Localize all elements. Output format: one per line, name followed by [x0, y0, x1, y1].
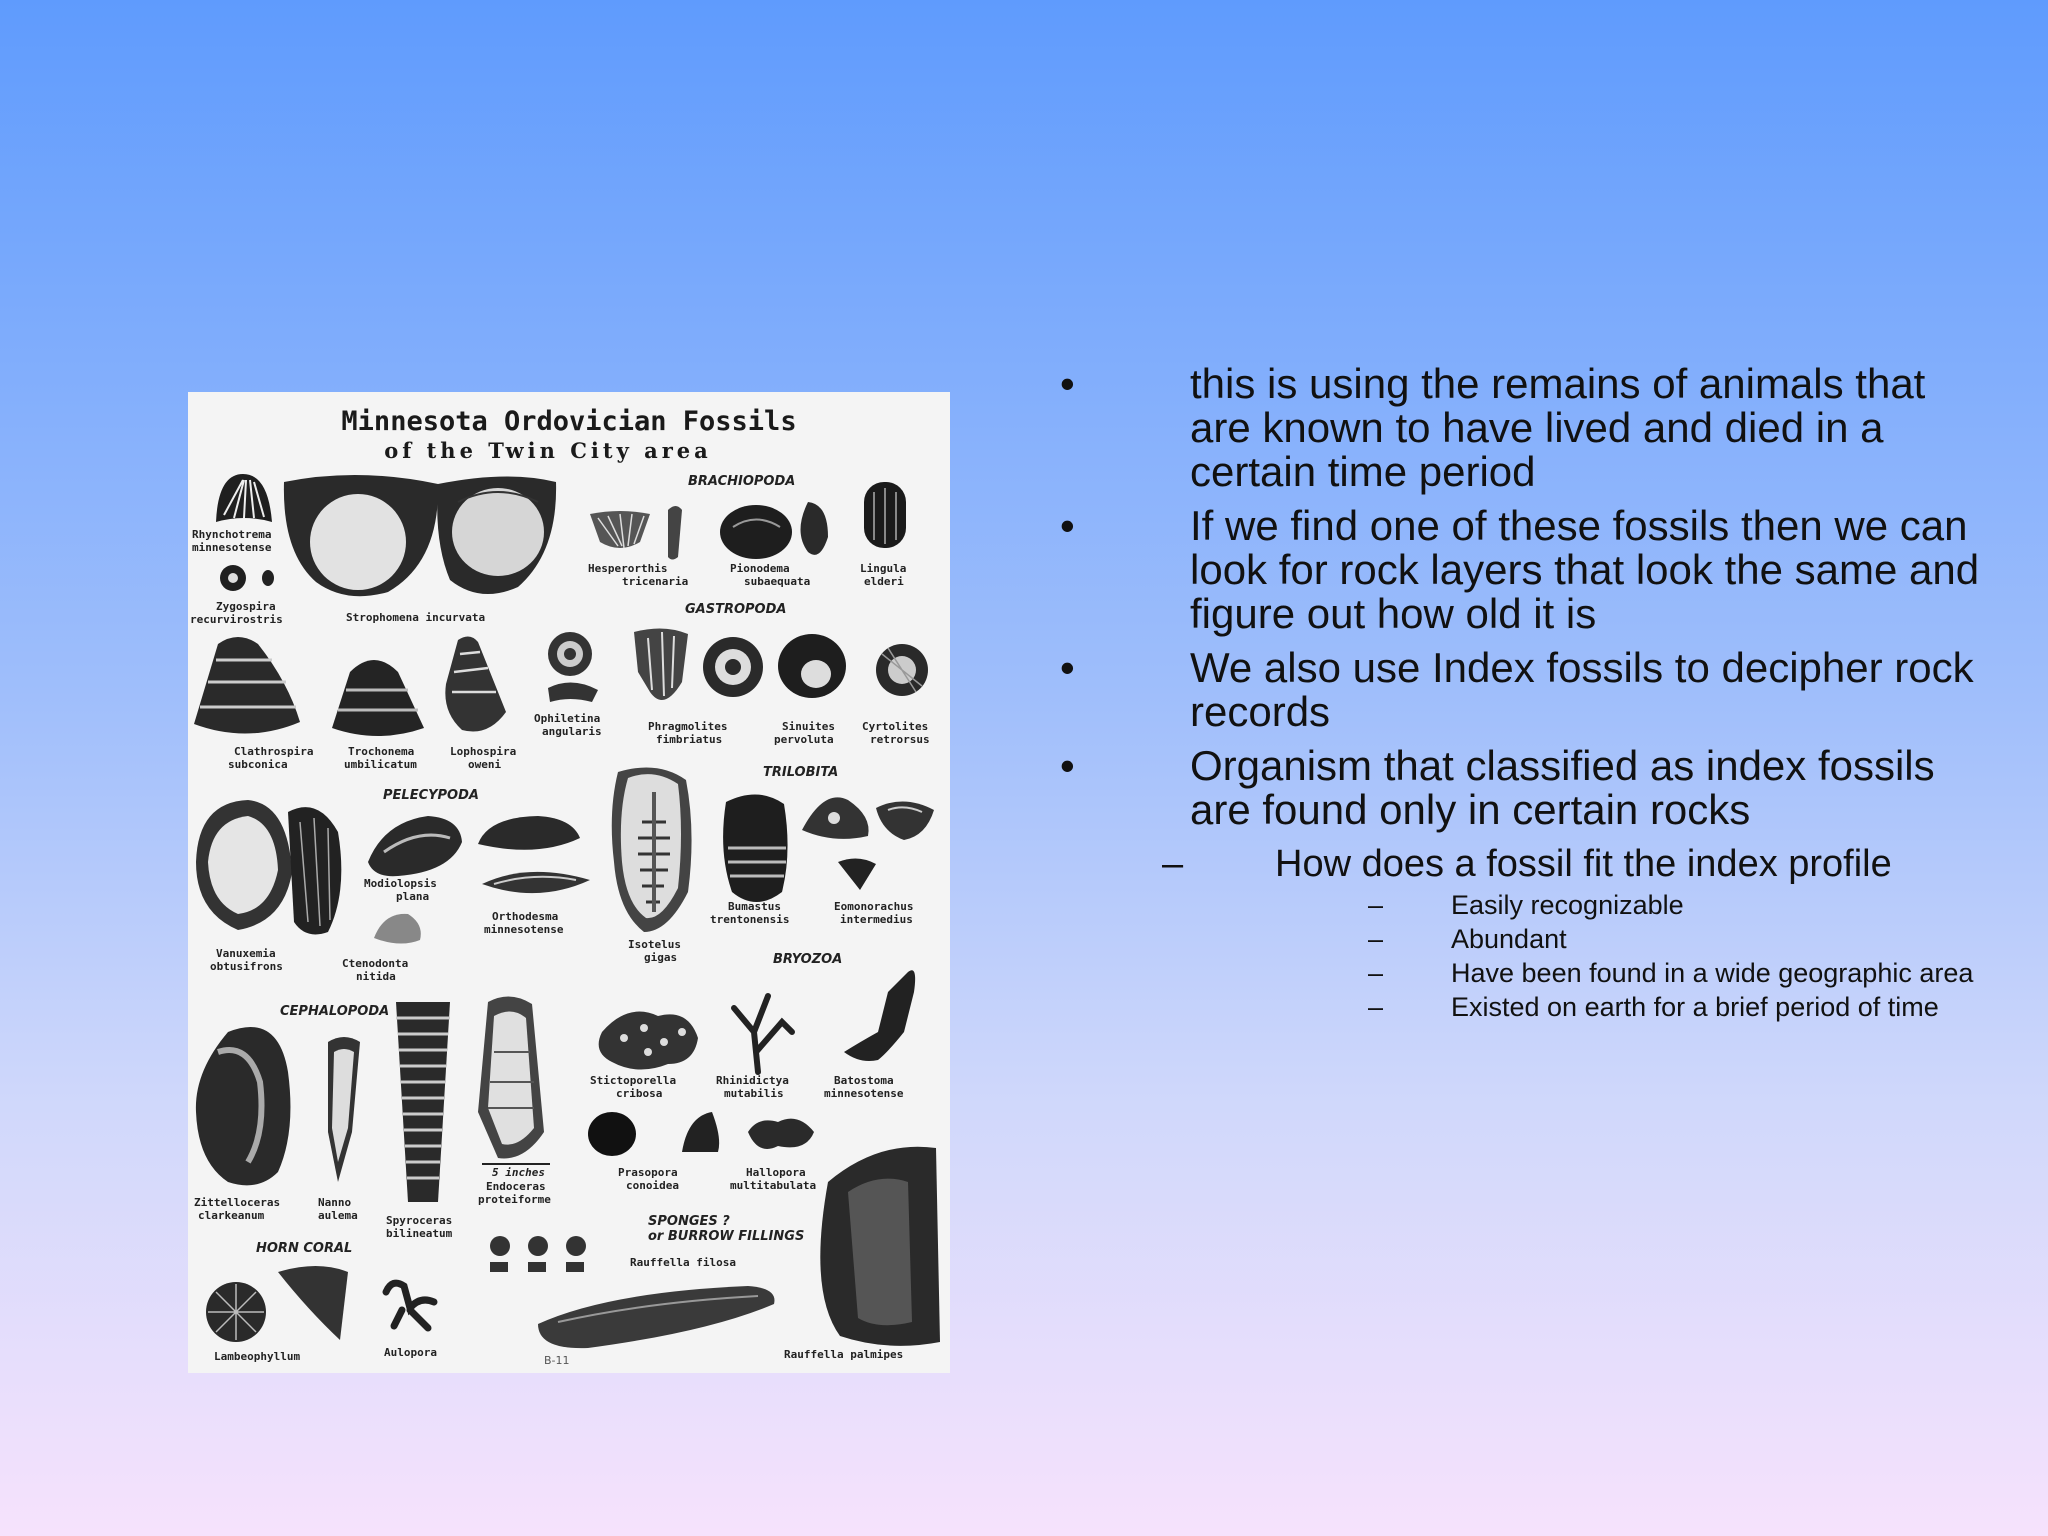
bullet-item	[1050, 504, 1990, 636]
bullet-marker: •	[1060, 502, 1075, 549]
label-sinuites-2: pervoluta	[774, 733, 834, 746]
sub-sub-bullet-item	[1050, 994, 1990, 1021]
plate-title: Minnesota Ordovician Fossils	[341, 406, 797, 437]
sub-sub-bullet-text: Have been found in a wide geographic area	[1451, 958, 1974, 988]
bullet-text: this is using the remains of animals that are known to have lived and died in a certain time period	[1190, 360, 1926, 495]
label-stictoporella-2: cribosa	[616, 1087, 663, 1100]
label-ctenodonta-1: Ctenodonta	[342, 957, 409, 970]
label-rhinidictya-1: Rhinidictya	[716, 1074, 789, 1087]
sub-bullet-item	[1050, 842, 1990, 886]
label-stictoporella-1: Stictoporella	[590, 1074, 677, 1087]
label-ctenodonta-2: nitida	[356, 970, 396, 983]
label-aulopora: Aulopora	[384, 1346, 437, 1359]
label-trochonema-1: Trochonema	[348, 745, 415, 758]
lingula-fossil	[864, 482, 906, 548]
bullet-item	[1050, 362, 1990, 494]
sub-sub-bullet-marker: –	[1368, 890, 1384, 920]
label-rhynchotrema-2: minnesotense	[192, 541, 272, 554]
bullet-marker: •	[1060, 742, 1075, 789]
label-rauffella-filosa: Rauffella filosa	[630, 1256, 736, 1269]
label-phragmolites-1: Phragmolites	[648, 720, 728, 733]
label-ophiletina-1: Ophiletina	[534, 712, 601, 725]
label-lambeophyllum: Lambeophyllum	[214, 1350, 301, 1363]
plate-subtitle: of the Twin City area	[384, 438, 712, 463]
label-vanuxemia-1: Vanuxemia	[216, 947, 276, 960]
label-clathrospira-2: subconica	[228, 758, 288, 771]
bullet-text: If we find one of these fossils then we can look for rock layers that look the same and figure out how old it is	[1190, 502, 1980, 637]
label-rhynchotrema-1: Rhynchotrema	[192, 528, 272, 541]
group-brachiopoda: BRACHIOPODA	[688, 474, 796, 489]
sub-sub-bullet-item	[1050, 926, 1990, 953]
label-spyroceras-1: Spyroceras	[386, 1214, 453, 1227]
label-pionodema-2: subaequata	[744, 575, 811, 588]
small-fossils-row	[490, 1236, 586, 1272]
label-orthodesma-1: Orthodesma	[492, 910, 559, 923]
group-gastropoda: GASTROPODA	[685, 602, 787, 617]
label-rhinidictya-2: mutabilis	[724, 1087, 784, 1100]
label-hesperorthis-1: Hesperorthis	[588, 562, 668, 575]
label-sinuites-1: Sinuites	[782, 720, 835, 733]
sub-bullet-marker: –	[1162, 843, 1184, 885]
bullet-item	[1050, 744, 1990, 832]
label-lophospira-1: Lophospira	[450, 745, 517, 758]
label-cyrtolites-1: Cyrtolites	[862, 720, 929, 733]
label-eomonorachus-2: intermedius	[840, 913, 913, 926]
label-endoceras-scale: 5 inches	[492, 1166, 545, 1179]
sub-sub-bullet-item	[1050, 960, 1990, 987]
sub-sub-bullet-text: Easily recognizable	[1451, 890, 1684, 920]
sub-sub-bullet-item	[1050, 892, 1990, 919]
label-modiolopsis-2: plana	[396, 890, 430, 903]
rauffella-palmipes-fossil	[820, 1147, 940, 1346]
sub-sub-bullet-marker: –	[1368, 924, 1384, 954]
sub-sub-bullet-marker: –	[1368, 992, 1384, 1022]
label-zittelloceras-1: Zittelloceras	[194, 1196, 281, 1209]
label-hallopora-1: Hallopora	[746, 1166, 806, 1179]
group-cephalopoda: CEPHALOPODA	[280, 1004, 390, 1019]
group-burrow-fillings: or BURROW FILLINGS	[648, 1229, 805, 1244]
label-lingula-1: Lingula	[860, 562, 907, 575]
label-zygospira-2: recurvirostris	[190, 613, 283, 626]
label-lophospira-2: oweni	[468, 758, 502, 771]
label-isotelus-1: Isotelus	[628, 938, 681, 951]
label-bumastus-1: Bumastus	[728, 900, 781, 913]
fossil-plate-image	[188, 392, 950, 1373]
sub-sub-bullet-text: Abundant	[1451, 924, 1567, 954]
label-trochonema-2: umbilicatum	[344, 758, 417, 771]
bullet-marker: •	[1060, 360, 1075, 407]
vanuxemia-fossil	[196, 800, 341, 934]
label-isotelus-2: gigas	[644, 951, 678, 964]
label-nanno-1: Nanno	[318, 1196, 352, 1209]
bullet-marker: •	[1060, 644, 1075, 691]
label-endoceras-1: Endoceras	[486, 1180, 546, 1193]
bullet-text: Organism that classified as index fossils are found only in certain rocks	[1190, 742, 1935, 833]
group-pelecypoda: PELECYPODA	[383, 788, 479, 803]
label-zygospira-1: Zygospira	[216, 600, 276, 613]
sinuites-fossil	[778, 634, 846, 698]
label-rauffella-palmipes: Rauffella palmipes	[784, 1348, 904, 1361]
label-strophomena: Strophomena incurvata	[346, 611, 486, 624]
label-hesperorthis-2: tricenaria	[622, 575, 689, 588]
group-bryozoa: BRYOZOA	[773, 952, 843, 967]
group-sponges: SPONGES ?	[648, 1214, 730, 1229]
label-prasopora-1: Prasopora	[618, 1166, 678, 1179]
label-eomonorachus-1: Eomonorachus	[834, 900, 914, 913]
label-lingula-2: elderi	[864, 575, 904, 588]
bumastus-fossil	[723, 794, 787, 902]
label-orthodesma-2: minnesotense	[484, 923, 564, 936]
pionodema-fossil	[720, 502, 828, 559]
label-phragmolites-2: fimbriatus	[656, 733, 723, 746]
cyrtolites-fossil	[876, 644, 928, 696]
bullet-item	[1050, 646, 1990, 734]
label-ophiletina-2: angularis	[542, 725, 602, 738]
label-batostoma-1: Batostoma	[834, 1074, 894, 1087]
sub-sub-bullet-marker: –	[1368, 958, 1384, 988]
fossil-plate-drawing	[188, 392, 950, 1373]
bullet-list	[1050, 362, 1990, 1028]
label-vanuxemia-2: obtusifrons	[210, 960, 283, 973]
bullet-text: We also use Index fossils to decipher rock records	[1190, 644, 1974, 735]
label-pionodema-1: Pionodema	[730, 562, 790, 575]
label-prasopora-2: conoidea	[626, 1179, 679, 1192]
label-spyroceras-2: bilineatum	[386, 1227, 453, 1240]
label-bumastus-2: trentonensis	[710, 913, 790, 926]
label-cyrtolites-2: retrorsus	[870, 733, 930, 746]
label-endoceras-2: proteiforme	[478, 1193, 551, 1206]
label-nanno-2: aulema	[318, 1209, 358, 1222]
sub-sub-bullet-text: Existed on earth for a brief period of time	[1451, 992, 1939, 1022]
label-clathrospira-1: Clathrospira	[234, 745, 314, 758]
group-trilobita: TRILOBITA	[763, 765, 839, 780]
group-horn-coral: HORN CORAL	[256, 1241, 353, 1256]
label-zittelloceras-2: clarkeanum	[198, 1209, 265, 1222]
label-modiolopsis-1: Modiolopsis	[364, 877, 437, 890]
sub-bullet-text: How does a fossil fit the index profile	[1275, 843, 1892, 885]
label-hallopora-2: multitabulata	[730, 1179, 817, 1192]
label-batostoma-2: minnesotense	[824, 1087, 904, 1100]
plate-page-number: B-11	[544, 1354, 570, 1367]
